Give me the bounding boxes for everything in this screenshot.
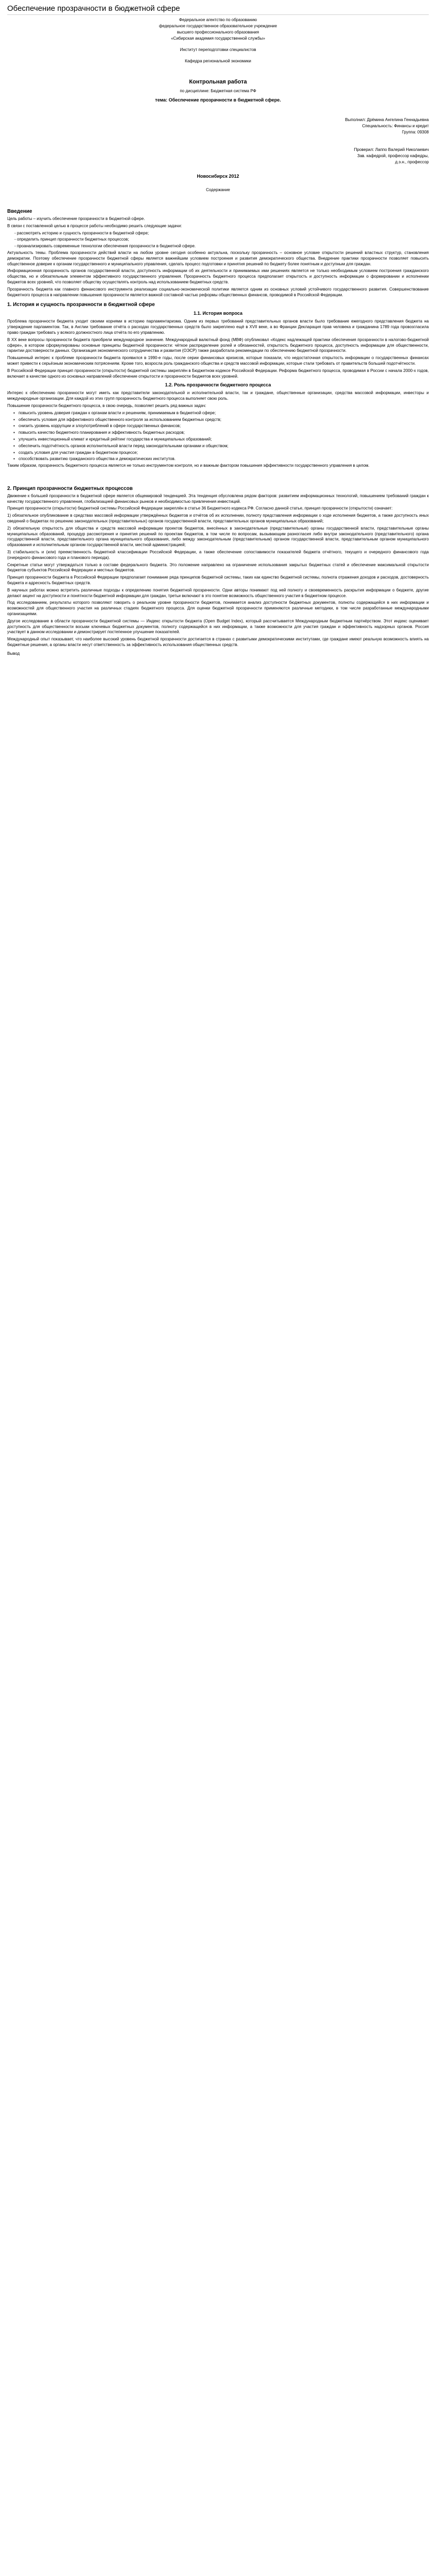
header-line: Федеральное агентство по образованию [179,18,257,22]
section2-paragraph: Движение к большей прозрачности в бюджетной сфере является общемировой тенденцией. Эта тенденция обусловлена рядом факторов: развитием информационных технологий, повышением требований граждан к качеству государственного управления, глобализацией финансовых рынков и необходимостью привлечения инвестиций. [7,493,429,504]
header-line: «Сибирская академия государственной службы» [171,36,265,41]
list-item: ▪ обеспечить условия для эффективного общественного контроля за использованием бюджетных средств; [19,417,429,423]
city-year: Новосибирск 2012 [197,174,239,179]
section1-heading: 1. История и сущность прозрачности в бюджетной сфере [7,302,155,308]
reviewer-line: Зав. кафедрой, профессор кафедры, [357,154,429,158]
department-name: Кафедра региональной экономики [185,59,251,63]
section1-1-paragraph: В Российской Федерации принцип прозрачности (открытости) бюджетной системы закреплён в Бюджетном кодексе Российской Федерации. Реформа бюджетного процесса, проводимая в России с начала 2000-х годов, включает в качестве одного из основных направлений обеспечение открытости и прозрачности бюджетов всех уровней. [7,368,429,379]
section1-2-paragraph: Таким образом, прозрачность бюджетного процесса является не только инструментом контроля, но и важным фактором повышения эффективности государственного управления в целом. [7,463,370,468]
section2-paragraph: 1) обязательное опубликование в средствах массовой информации утверждённых бюджетов и отчётов об их исполнении, полноту представления информации о ходе исполнения бюджетов, а также доступность иных сведений о бюджетах по решению законодательных (представительных) органов государственной власти, представительных органов муниципальных образований; [7,513,429,524]
intro-heading: Введение [7,209,32,214]
section1-1-paragraph: Повышенный интерес к проблеме прозрачности бюджета проявился в 1990-е годы, после серии финансовых кризисов, которые показали, что недостаточная открытость информации о государственных финансах может привести к серьёзным экономическим потрясениям. Кроме того, возросла роль гражданского общества и средств массовой информации, которые стали требовать от правительств большей подотчётности. [7,355,429,366]
work-type: Контрольная работа [189,79,247,85]
university-header [7,17,429,42]
page-title: Обеспечение прозрачности в бюджетной сфере [7,4,429,15]
work-topic: тема: Обеспечение прозрачности в бюджетной сфере. [155,97,281,103]
list-item: ▪ повысить уровень доверия граждан к органам власти и решениям, принимаемым в бюджетной сфере; [19,411,429,416]
section1-1-paragraph: В XX веке вопросы прозрачности бюджета приобрели международное значение. Международный валютный фонд (МВФ) опубликовал «Кодекс надлежащей практики обеспечения прозрачности в налогово-бюджетной сфере», в котором сформулированы основные принципы бюджетной прозрачности: чёткое распределение ролей и обязанностей, открытость бюджетного процесса, доступность информации для общественности, гарантии достоверности данных. Организация экономического сотрудничества и развития (ОЭСР) также разработала рекомендации по обеспечению бюджетной прозрачности. [7,337,429,353]
section2-paragraph: Секретные статьи могут утверждаться только в составе федерального бюджета. Это положение направлено на ограничение использования закрытых бюджетных статей и обеспечение максимальной открытости бюджетов субъектов Российской Федерации и местных бюджетов. [7,562,429,573]
author-line: Выполнил: Дрёмина Ангелина Геннадьевна [345,117,429,122]
author-line: Группа: 09308 [402,130,429,134]
contents-label: Содержание [206,188,230,192]
intro-paragraph: В связи с поставленной целью в процессе работы необходимо решить следующие задачи: [7,223,182,228]
section2-paragraph: В научных работах можно встретить различные подходы к определению понятия бюджетной прозрачности. Одни авторы понимают под ней полноту и своевременность раскрытия информации о бюджете, другие делают акцент на доступности и понятности бюджетной информации для граждан, третьи включают в это понятие возможность общественного участия в бюджетном процессе. [7,587,429,598]
reviewer-line: Проверил: Лаппо Валерий Николаевич [354,147,429,152]
section2-heading: 2. Принцип прозрачности бюджетных процессов [7,485,133,492]
section1-2-paragraph: Повышение прозрачности бюджетного процесса, в свою очередь, позволяет решить ряд важных задач: [7,403,206,408]
section2-paragraph: Другое исследование в области прозрачности бюджетной системы — Индекс открытости бюджета (Open Budget Index), который рассчитывается Международным бюджетным партнёрством. Этот индекс оценивает доступность для общественности восьми ключевых бюджетных документов, полноту содержащейся в них информации, а также возможности для участия граждан и эффективность надзорных органов. Россия участвует в данном исследовании и демонстрирует постепенное улучшение показателей. [7,618,429,635]
section2-paragraph: 3) стабильность и (или) преемственность бюджетной классификации Российской Федерации, а также обеспечение сопоставимости показателей бюджета отчётного, текущего и очередного финансового года (очередного финансового года и планового периода). [7,550,429,560]
section2-paragraph: 2) обязательную открытость для общества и средств массовой информации проектов бюджетов, внесённых в законодательные (представительные) органы государственной власти, представительные органы муниципальных образований, процедур рассмотрения и принятия решений по проектам бюджетов, в том числе по вопросам, вызывающим разногласия либо внутри законодательного (представительного) органа государственной власти, представительного органа муниципального образования, либо между законодательным (представительным) органом государственной власти, представительным органом муниципального образования и исполнительным органом государственной власти, местной администрацией; [7,526,429,548]
list-item: ▪ способствовать развитию гражданского общества и демократических институтов. [19,456,429,462]
intro-paragraph: Цель работы – изучить обеспечение прозрачности в бюджетной сфере. [7,216,145,221]
section2-paragraph: Принцип прозрачности бюджета в Российской Федерации предполагает понимание ряда принципов бюджетной системы, таких как единство бюджетной системы, полнота отражения доходов и расходов, достоверность бюджета и адресность бюджетных средств. [7,575,429,586]
section1-2-heading: 1.2. Роль прозрачности бюджетного процесса [165,382,271,388]
intro-paragraph: Актуальность темы. Проблема прозрачности действий власти на любом уровне сегодня особенно актуальна, поскольку прозрачность – основное условие открытости решений властных структур, становления демократии. Поэтому обеспечение прозрачности бюджетной сферы является важнейшим условием построения и развития демократического общества. Внедрение практики прозрачности позволяет повысить общественное доверие к органам государственного и муниципального управления, сделать процесс подготовки и принятия решений по бюджету более понятным и доступным для граждан. [7,250,429,266]
intro-paragraph: Прозрачность бюджета как главного финансового инструмента реализации социально-экономической политики является одним из основных условий устойчивого государственного развития. Совершенствование бюджетного процесса в направлении повышения прозрачности является важной составной частью реформы общественных финансов, проводимой в Российской Федерации. [7,286,429,297]
header-line: высшего профессионального образования [177,30,259,35]
list-item: ▪ повысить качество бюджетного планирования и эффективность бюджетных расходов; [19,430,429,436]
intro-task: - рассмотреть историю и сущность прозрачности в бюджетной сфере; [14,230,149,235]
discipline: по дисциплине: Бюджетная система РФ [180,89,256,93]
section2-paragraph: Принцип прозрачности (открытости) бюджетной системы Российской Федерации закреплён в статье 36 Бюджетного кодекса РФ. Согласно данной статье, принцип прозрачности (открытости) означает: [7,506,393,511]
reviewer-line: д.э.н., профессор [395,160,429,164]
conclusion-label: Вывод [7,651,20,656]
list-item: ▪ улучшить инвестиционный климат и кредитный рейтинг государства и муниципальных образований; [19,437,429,443]
author-block [7,117,429,135]
section2-paragraph: Под исследованием, результаты которого позволяют говорить о реальном уровне прозрачности бюджетов, понимается анализ доступности бюджетных документов, полноты содержащейся в них информации и возможностей для общественного участия на различных стадиях бюджетного процесса. Для оценки бюджетной прозрачности применяются различные методики, в том числе разработанные международными организациями. [7,600,429,617]
section1-1-heading: 1.1. История вопроса [194,311,242,316]
section1-2-paragraph: Интерес к обеспечению прозрачности могут иметь как представители законодательной и исполнительной власти, так и граждане, общественные организации, средства массовой информации, инвесторы и международные организации. Для каждой из этих групп прозрачность бюджетного процесса выполняет свою роль. [7,391,429,401]
header-line: федеральное государственное образовательное учреждение [159,24,277,28]
list-item: ▪ создать условия для участия граждан в бюджетном процессе; [19,450,429,456]
institute-name: Институт переподготовки специалистов [180,47,256,52]
intro-task: - проанализировать современные технологии обеспечения прозрачности в бюджетной сфере. [14,244,196,249]
list-item: ▪ снизить уровень коррупции и злоупотреблений в сфере государственных финансов; [19,423,429,429]
section1-1-paragraph: Проблема прозрачности бюджета уходит своими корнями в историю парламентаризма. Одним из первых требований представительных органов власти было требование ежегодного представления бюджета на утверждение парламентом. Так, в Англии требование отчёта о расходах государственных средств было закреплено ещё в XVII веке, а во Франции Декларация прав человека и гражданина 1789 года провозгласила право граждан требовать у всякого должностного лица отчёта по его управлению. [7,319,429,335]
section2-paragraph: Международный опыт показывает, что наиболее высокий уровень бюджетной прозрачности достигается в странах с развитыми демократическими институтами, где граждане имеют реальную возможность влиять на бюджетные решения, а органы власти несут ответственность за эффективность использования общественных средств. [7,637,429,648]
intro-task: - определить принцип прозрачности бюджетных процессов; [14,237,129,242]
intro-paragraph: Информационная прозрачность органов государственной власти, доступность информации об их деятельности и принимаемых ими решениях является не только необходимым условием построения гражданского общества, но и обязательным элементом эффективного государственного управления. Прозрачность бюджетного процесса предполагает открытость и доступность информации о формировании и исполнении бюджетов всех уровней, что позволяет обществу осуществлять контроль над использованием бюджетных средств. [7,268,429,284]
list-item: ▪ обеспечить подотчётность органов исполнительной власти перед законодательными органами и обществом; [19,444,429,449]
author-line: Специальность: Финансы и кредит [362,124,429,128]
reviewer-block [7,147,429,165]
